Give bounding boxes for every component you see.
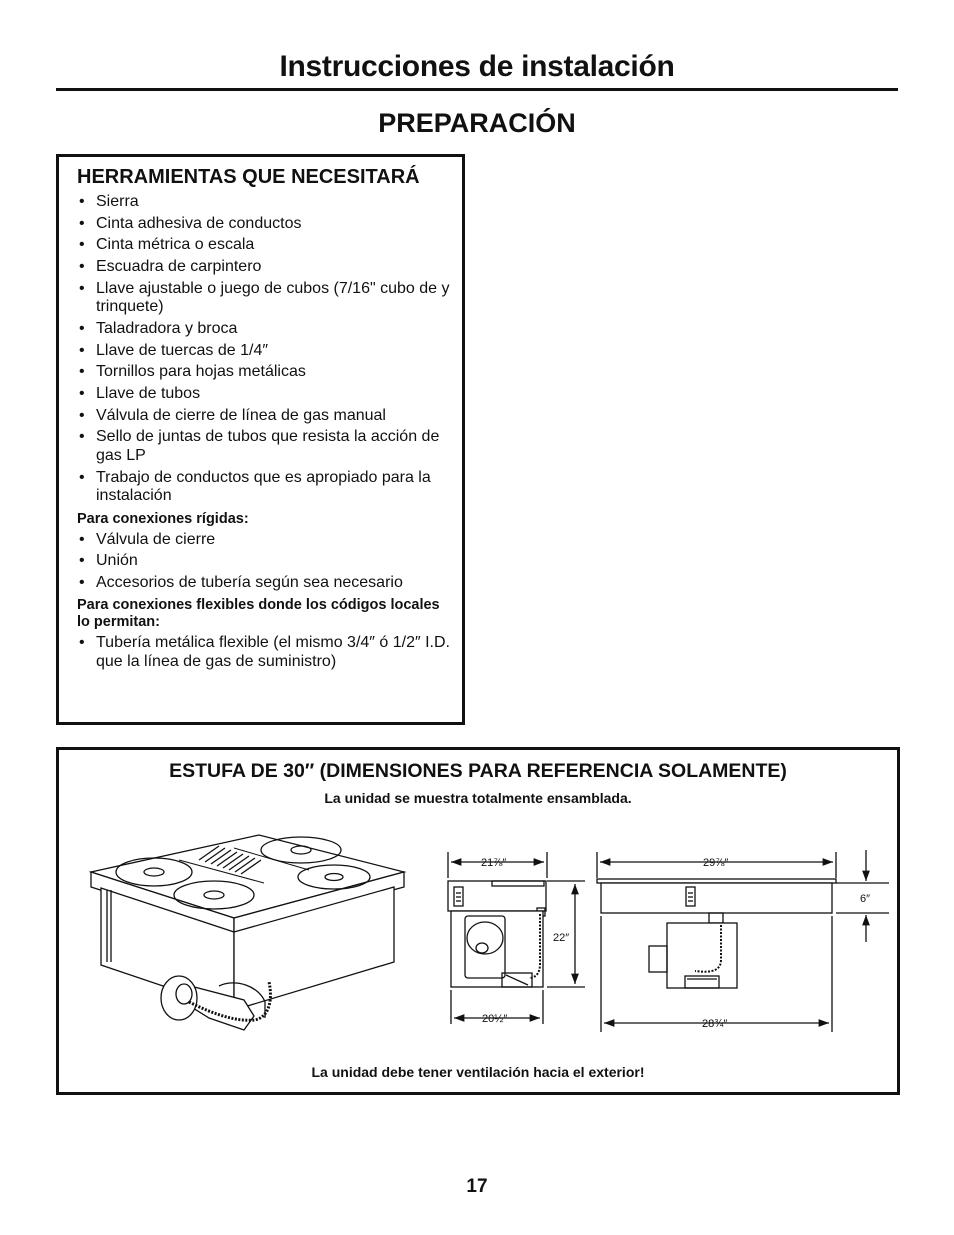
list-item: • Escuadra de carpintero [77, 258, 453, 277]
list-item: • Unión [77, 552, 453, 571]
title-rule [56, 88, 898, 91]
list-item: • Trabajo de conductos que es apropiado para la instalación [77, 469, 453, 506]
list-item: • Llave de tubos [77, 385, 453, 404]
list-item: • Cinta adhesiva de conductos [77, 215, 453, 234]
tools-heading: HERRAMIENTAS QUE NECESITARÁ [77, 166, 420, 188]
front-bottom-width-label: 28¾″ [702, 1018, 728, 1030]
page-number: 17 [466, 1176, 488, 1197]
section-title: PREPARACIÓN [378, 108, 576, 138]
rigid-heading: Para conexiones rígidas: [77, 510, 249, 527]
dimensions-subtitle: La unidad se muestra totalmente ensamblada. [324, 790, 632, 806]
dimension-drawings [59, 750, 897, 1092]
tools-content [77, 167, 453, 675]
side-top-width-label: 21⅞″ [481, 857, 507, 869]
side-height-label: 22″ [553, 932, 570, 944]
list-item: • Tubería metálica flexible (el mismo 3/4″ ó 1/2″ I.D. que la línea de gas de suministro) [77, 634, 453, 671]
dimensions-box [56, 747, 900, 1095]
flex-heading: Para conexiones flexibles donde los códigos locales lo permitan: [77, 597, 440, 631]
list-item: • Taladradora y broca [77, 320, 453, 339]
list-item: • Tornillos para hojas metálicas [77, 363, 453, 382]
front-view-drawing [597, 850, 889, 1032]
page-title: Instrucciones de instalación [279, 50, 675, 83]
side-bottom-width-label: 20½″ [482, 1013, 508, 1025]
list-item: • Llave ajustable o juego de cubos (7/16" cubo de y trinquete) [77, 280, 453, 317]
tools-box [56, 154, 465, 725]
list-item: • Cinta métrica o escala [77, 236, 453, 255]
rigid-list [77, 531, 453, 593]
front-thickness-label: 6″ [860, 893, 871, 905]
tools-list [77, 193, 453, 506]
list-item: • Válvula de cierre de línea de gas manual [77, 407, 453, 426]
dimensions-title: ESTUFA DE 30″ (DIMENSIONES PARA REFERENCIA SOLAMENTE) [169, 760, 787, 782]
flex-list [77, 634, 453, 671]
list-item: • Sello de juntas de tubos que resista la acción de gas LP [77, 428, 453, 465]
list-item: • Accesorios de tubería según sea necesario [77, 574, 453, 593]
cooktop-illustration [91, 835, 404, 1030]
list-item: • Sierra [77, 193, 453, 212]
ventilation-note: La unidad debe tener ventilación hacia el exterior! [311, 1064, 645, 1080]
front-top-width-label: 29⅞″ [703, 857, 729, 869]
list-item: • Llave de tuercas de 1/4″ [77, 342, 453, 361]
list-item: • Válvula de cierre [77, 531, 453, 550]
